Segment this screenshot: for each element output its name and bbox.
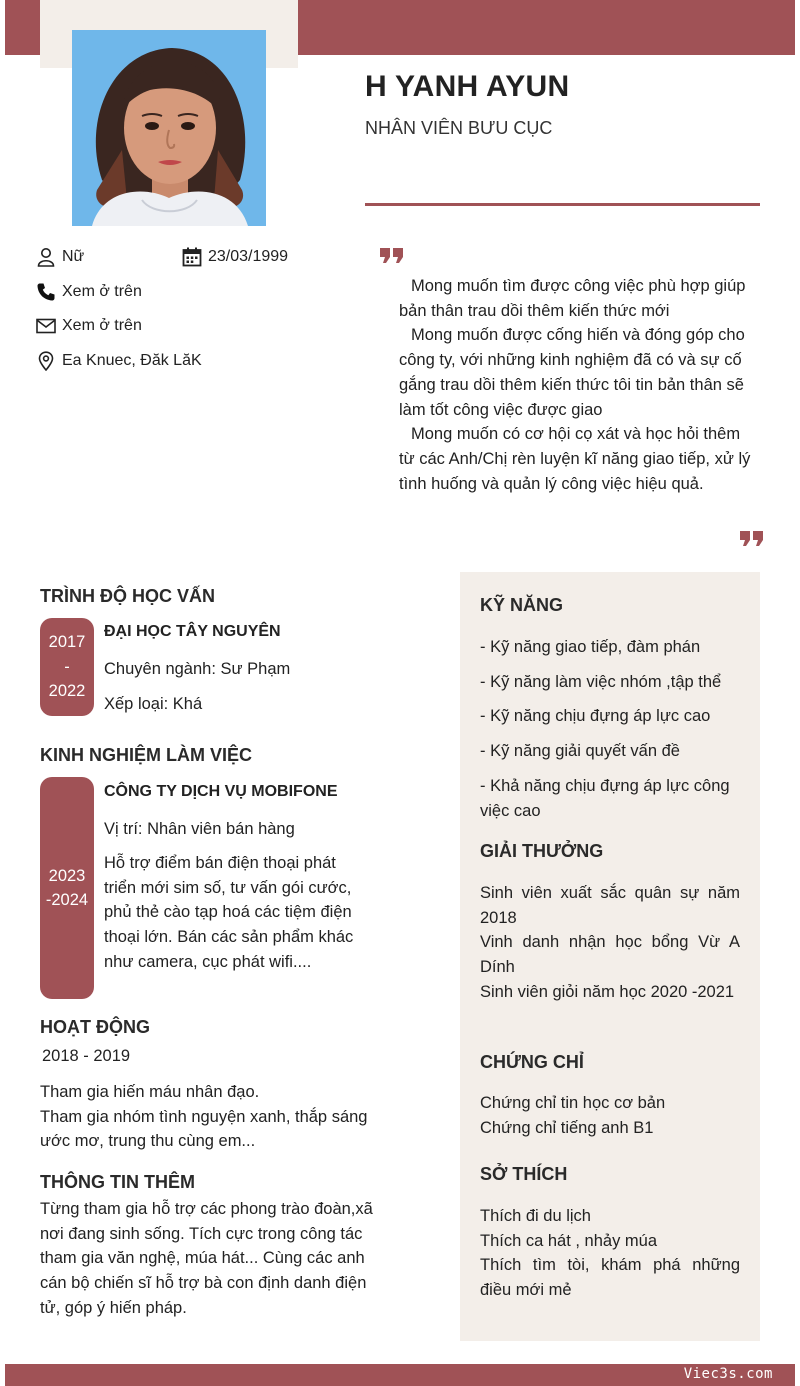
name-divider <box>365 203 760 206</box>
hobbies-list <box>480 1204 740 1303</box>
skill-item: - Kỹ năng giao tiếp, đàm phán <box>480 638 701 656</box>
location-pin-icon <box>35 350 57 372</box>
career-objective <box>399 274 759 496</box>
objective-paragraph-2: Mong muốn được cống hiến và đóng góp cho công ty, với những kinh nghiệm đã có và sự cố gắng trau dồi thêm kiến thức tôi tin bản thân sẽ làm tốt công việc được giao <box>399 326 745 419</box>
certificate-item: Chứng chỉ tin học cơ bản <box>480 1094 666 1112</box>
certificates-title: CHỨNG CHỈ <box>480 1052 584 1072</box>
skill-item: - Kỹ năng giải quyết vấn đề <box>480 742 680 761</box>
birthdate-row <box>181 246 288 268</box>
address-row <box>35 350 202 372</box>
skill-item: - Khả năng chịu đựng áp lực công việc cao <box>480 776 730 820</box>
company-name: CÔNG TY DỊCH VỤ MOBIFONE <box>104 783 338 800</box>
close-quote-icon <box>739 530 765 548</box>
education-year-sep: - <box>64 657 70 676</box>
activity-item: Tham gia nhóm tình nguyện xanh, thắp sáng ước mơ, trung thu cùng em... <box>40 1107 368 1151</box>
school-name: ĐẠI HỌC TÂY NGUYÊN <box>104 623 281 640</box>
objective-paragraph-3: Mong muốn có cơ hội cọ xát và học hỏi thêm từ các Anh/Chị rèn luyện kĩ năng giao tiếp, xử lý tình huống và quản lý công việc hiệu quả. <box>399 425 751 493</box>
experience-description: Hỗ trợ điểm bán điện thoại phát triển mới sim số, tư vấn gói cước, phủ thẻ cào tạp hoá các tiệm điện thoại lớn. Bán các sản phẩm khác như camera, cục phát wifi.... <box>104 854 354 971</box>
person-icon <box>35 246 57 268</box>
education-title: TRÌNH ĐỘ HỌC VẤN <box>40 586 215 606</box>
experience-year-end: -2024 <box>45 891 89 909</box>
phone-icon <box>35 281 57 303</box>
awards-title: GIẢI THƯỞNG <box>480 841 604 861</box>
activities-list <box>40 1080 390 1154</box>
additional-info-title: THÔNG TIN THÊM <box>40 1172 195 1192</box>
hobby-item: Thích ca hát , nhảy múa <box>480 1231 658 1250</box>
gender-value: Nữ <box>62 248 85 265</box>
education-year-start: 2017 <box>48 633 86 652</box>
hobby-item: Thích đi du lịch <box>480 1207 591 1225</box>
award-item: Sinh viên xuất sắc quân sự năm 2018 <box>480 884 740 927</box>
phone-value: Xem ở trên <box>62 283 142 300</box>
email-row <box>35 315 142 337</box>
bottom-band <box>5 1364 795 1386</box>
additional-info-text: Từng tham gia hỗ trợ các phong trào đoàn,xã nơi đang sinh sống. Tích cực trong công tác tham gia văn nghệ, múa hát... Cùng các anh cán bộ chiến sĩ hỗ trợ bà con định danh điện tử, góp ý hiến pháp. <box>40 1200 373 1317</box>
experience-position: Vị trí: Nhân viên bán hàng <box>104 820 295 838</box>
gender-row <box>35 246 84 268</box>
education-year-pill <box>40 618 94 716</box>
calendar-icon <box>181 246 203 268</box>
skill-item: - Kỹ năng làm việc nhóm ,tập thể <box>480 672 722 691</box>
candidate-name: H YANH AYUN <box>365 70 570 103</box>
mail-icon <box>35 315 57 337</box>
certificates-list <box>480 1091 740 1140</box>
phone-row <box>35 281 142 303</box>
awards-list <box>480 881 740 1005</box>
birthdate-value: 23/03/1999 <box>208 248 289 265</box>
education-grade: Xếp loại: Khá <box>104 695 203 713</box>
skills-title: KỸ NĂNG <box>480 595 564 615</box>
hobby-item: Thích tìm tòi, khám phá những điều mới mẻ <box>480 1256 740 1300</box>
education-year-end: 2022 <box>48 682 86 701</box>
experience-year-start: 2023 <box>48 866 86 885</box>
hobbies-title: SỞ THÍCH <box>480 1164 568 1184</box>
certificate-item: Chứng chỉ tiếng anh B1 <box>480 1118 654 1137</box>
profile-photo <box>72 30 266 226</box>
open-quote-icon <box>379 247 405 265</box>
activity-item: Tham gia hiến máu nhân đạo. <box>40 1083 260 1101</box>
email-value: Xem ở trên <box>62 317 142 334</box>
skills-list <box>480 635 742 823</box>
education-major: Chuyên ngành: Sư Phạm <box>104 660 291 678</box>
job-title: NHÂN VIÊN BƯU CỤC <box>365 118 553 138</box>
objective-paragraph-1: Mong muốn tìm được công việc phù hợp giúp bản thân trau dồi thêm kiến thức mới <box>399 277 746 320</box>
activities-period: 2018 - 2019 <box>42 1047 131 1065</box>
award-item: Sinh viên giỏi năm học 2020 -2021 <box>480 982 735 1001</box>
address-value: Ea Knuec, Đăk LăK <box>62 352 202 369</box>
activities-title: HOẠT ĐỘNG <box>40 1017 150 1037</box>
experience-title: KINH NGHIỆM LÀM VIỆC <box>40 745 253 765</box>
experience-year-pill <box>40 777 94 999</box>
footer-brand: Viec3s.com <box>683 1366 773 1382</box>
skill-item: - Kỹ năng chịu đựng áp lực cao <box>480 707 711 726</box>
award-item: Vinh danh nhận học bổng Vừ A Dính <box>480 933 740 977</box>
